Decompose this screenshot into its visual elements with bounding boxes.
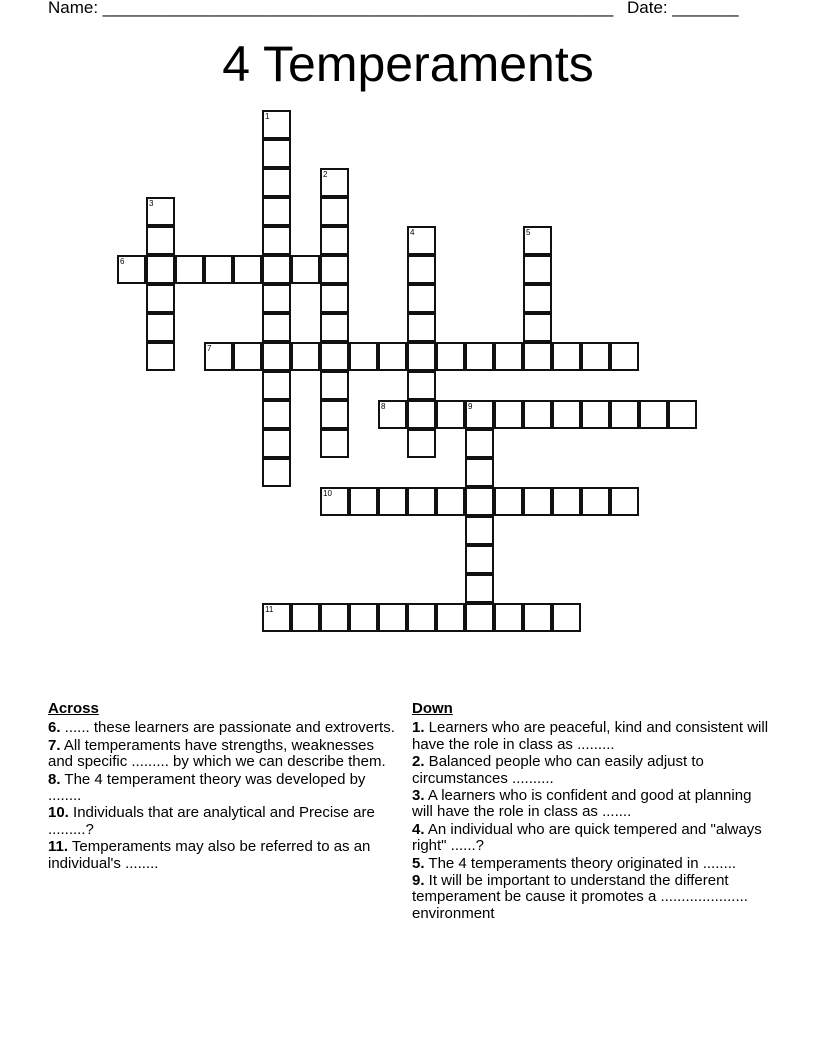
clue-across-7 — [48, 738, 398, 771]
clue-down-4 — [412, 822, 772, 855]
grid-cell[interactable] — [262, 255, 291, 284]
grid-cell[interactable] — [320, 342, 349, 371]
grid-cell[interactable] — [465, 516, 494, 545]
grid-cell[interactable] — [291, 255, 320, 284]
grid-cell[interactable] — [204, 255, 233, 284]
clue-across-11 — [48, 839, 398, 872]
grid-cell[interactable] — [146, 197, 175, 226]
grid-cell[interactable] — [523, 487, 552, 516]
grid-cell[interactable] — [436, 487, 465, 516]
grid-cell[interactable] — [262, 197, 291, 226]
grid-cell[interactable] — [233, 255, 262, 284]
grid-cell[interactable] — [407, 313, 436, 342]
grid-cell[interactable] — [465, 545, 494, 574]
grid-cell[interactable] — [204, 342, 233, 371]
grid-cell[interactable] — [407, 371, 436, 400]
cell-number: 4 — [410, 228, 415, 237]
grid-cell[interactable] — [291, 342, 320, 371]
grid-cell[interactable] — [610, 487, 639, 516]
grid-cell[interactable] — [349, 603, 378, 632]
grid-cell[interactable] — [407, 603, 436, 632]
clue-text: The 4 temperaments theory originated in ........ — [424, 854, 737, 872]
clue-number: 5. — [412, 854, 425, 872]
clue-number: 10. — [48, 804, 69, 822]
cell-number: 7 — [207, 344, 212, 353]
grid-cell[interactable] — [262, 226, 291, 255]
grid-cell[interactable] — [262, 429, 291, 458]
grid-cell[interactable] — [378, 400, 407, 429]
clue-text: A learners who is confident and good at planning will have the role in class as ....... — [412, 787, 752, 821]
clue-text: ...... these learners are passionate and extroverts. — [60, 719, 395, 737]
clue-text: Temperaments may also be referred to as an individual's ........ — [48, 838, 371, 872]
grid-cell[interactable] — [320, 429, 349, 458]
grid-cell[interactable] — [320, 603, 349, 632]
grid-cell[interactable] — [320, 487, 349, 516]
grid-cell[interactable] — [523, 284, 552, 313]
grid-cell[interactable] — [436, 342, 465, 371]
grid-cell[interactable] — [146, 342, 175, 371]
grid-cell[interactable] — [436, 400, 465, 429]
grid-cell[interactable] — [262, 284, 291, 313]
grid-cell[interactable] — [320, 371, 349, 400]
clue-number: 1. — [412, 719, 425, 737]
clue-across-8 — [48, 772, 398, 805]
grid-cell[interactable] — [407, 284, 436, 313]
grid-cell[interactable] — [320, 226, 349, 255]
grid-cell[interactable] — [494, 603, 523, 632]
clue-number: 3. — [412, 787, 425, 805]
clue-text: Learners who are peaceful, kind and consistent will have the role in class as ......... — [412, 719, 769, 753]
clue-across-6 — [48, 720, 398, 736]
clue-number: 8. — [48, 770, 61, 788]
grid-cell[interactable] — [320, 255, 349, 284]
grid-cell[interactable] — [146, 284, 175, 313]
grid-cell[interactable] — [465, 400, 494, 429]
grid-cell[interactable] — [465, 603, 494, 632]
grid-cell[interactable] — [146, 255, 175, 284]
cell-number: 9 — [468, 402, 473, 411]
grid-cell[interactable] — [320, 313, 349, 342]
grid-cell[interactable] — [378, 342, 407, 371]
clue-number: 11. — [48, 838, 69, 856]
grid-cell[interactable] — [523, 603, 552, 632]
clue-number: 7. — [48, 736, 61, 754]
clue-down-3 — [412, 788, 772, 821]
cell-number: 5 — [526, 228, 531, 237]
grid-cell[interactable] — [552, 487, 581, 516]
grid-cell[interactable] — [320, 197, 349, 226]
grid-cell[interactable] — [320, 400, 349, 429]
grid-cell[interactable] — [436, 603, 465, 632]
cell-number: 11 — [265, 605, 274, 614]
grid-cell[interactable] — [407, 226, 436, 255]
across-clues — [48, 701, 398, 873]
grid-cell[interactable] — [320, 284, 349, 313]
grid-cell[interactable] — [639, 400, 668, 429]
grid-cell[interactable] — [465, 429, 494, 458]
grid-cell[interactable] — [523, 400, 552, 429]
clue-down-2 — [412, 754, 772, 787]
clue-across-10 — [48, 805, 398, 838]
grid-cell[interactable] — [349, 342, 378, 371]
grid-cell[interactable] — [320, 168, 349, 197]
grid-cell[interactable] — [465, 458, 494, 487]
grid-cell[interactable] — [262, 342, 291, 371]
clue-text: It will be important to understand the different temperament be cause it promotes a ..................... environment — [412, 872, 748, 922]
grid-cell[interactable] — [262, 168, 291, 197]
clue-number: 4. — [412, 820, 425, 838]
cell-number: 10 — [323, 489, 332, 498]
grid-cell[interactable] — [581, 487, 610, 516]
clue-text: All temperaments have strengths, weaknesses and specific ......... by which we can describe them. — [48, 736, 386, 771]
grid-cell[interactable] — [668, 400, 697, 429]
grid-cell[interactable] — [523, 313, 552, 342]
across-heading: Across — [48, 700, 99, 717]
grid-cell[interactable] — [407, 255, 436, 284]
grid-cell[interactable] — [610, 342, 639, 371]
grid-cell[interactable] — [262, 458, 291, 487]
grid-cell[interactable] — [378, 487, 407, 516]
grid-cell[interactable] — [146, 226, 175, 255]
grid-cell[interactable] — [494, 400, 523, 429]
cell-number: 6 — [120, 257, 125, 266]
name-field[interactable]: Name: ______________________________________________________ — [48, 0, 614, 17]
grid-cell[interactable] — [262, 110, 291, 139]
grid-cell[interactable] — [291, 603, 320, 632]
grid-cell[interactable] — [262, 139, 291, 168]
down-clues — [412, 701, 772, 923]
grid-cell[interactable] — [465, 574, 494, 603]
clue-number: 6. — [48, 719, 61, 737]
clue-down-1 — [412, 720, 772, 753]
date-field[interactable]: Date: _______ — [627, 0, 739, 17]
clue-text: The 4 temperament theory was developed by ........ — [48, 770, 366, 805]
grid-cell[interactable] — [407, 342, 436, 371]
clue-down-5 — [412, 856, 772, 872]
grid-cell[interactable] — [465, 342, 494, 371]
cell-number: 8 — [381, 402, 386, 411]
clue-down-9 — [412, 873, 772, 922]
clue-text: Balanced people who can easily adjust to circumstances .......... — [412, 753, 704, 787]
clue-text: An individual who are quick tempered and "always right" ......? — [412, 820, 762, 855]
grid-cell[interactable] — [523, 226, 552, 255]
grid-cell[interactable] — [552, 400, 581, 429]
clue-text: Individuals that are analytical and Precise are .........? — [48, 804, 375, 838]
grid-cell[interactable] — [407, 487, 436, 516]
grid-cell[interactable] — [465, 487, 494, 516]
grid-cell[interactable] — [610, 400, 639, 429]
grid-cell[interactable] — [523, 255, 552, 284]
grid-cell[interactable] — [117, 255, 146, 284]
grid-cell[interactable] — [494, 487, 523, 516]
grid-cell[interactable] — [233, 342, 262, 371]
grid-cell[interactable] — [581, 400, 610, 429]
cell-number: 1 — [265, 112, 270, 121]
grid-cell[interactable] — [262, 400, 291, 429]
grid-cell[interactable] — [378, 603, 407, 632]
cell-number: 2 — [323, 170, 328, 179]
grid-cell[interactable] — [552, 603, 581, 632]
down-heading: Down — [412, 700, 453, 717]
cell-number: 3 — [149, 199, 154, 208]
grid-cell[interactable] — [581, 342, 610, 371]
page-title: 4 Temperaments — [222, 36, 594, 92]
clue-number: 9. — [412, 872, 425, 890]
grid-cell[interactable] — [407, 429, 436, 458]
grid-cell[interactable] — [262, 603, 291, 632]
clue-number: 2. — [412, 753, 425, 771]
grid-cell[interactable] — [523, 342, 552, 371]
grid-cell[interactable] — [175, 255, 204, 284]
grid-cell[interactable] — [407, 400, 436, 429]
grid-cell[interactable] — [146, 313, 175, 342]
grid-cell[interactable] — [552, 342, 581, 371]
grid-cell[interactable] — [494, 342, 523, 371]
grid-cell[interactable] — [262, 371, 291, 400]
grid-cell[interactable] — [262, 313, 291, 342]
grid-cell[interactable] — [349, 487, 378, 516]
